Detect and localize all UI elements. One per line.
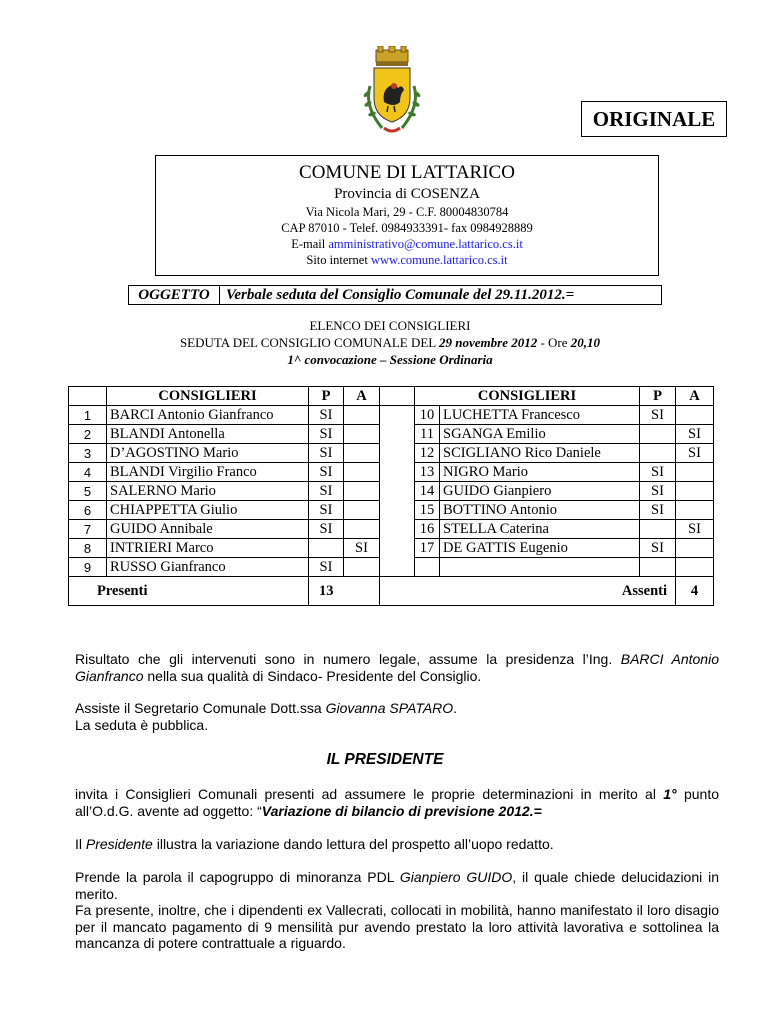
assente-cell <box>344 501 380 520</box>
presente-cell: SI <box>309 520 344 539</box>
municipality-header <box>155 155 659 276</box>
consigliere-name: SALERNO Mario <box>107 482 309 501</box>
col-a-left: A <box>344 387 380 406</box>
assente-cell <box>676 406 714 425</box>
assente-cell: SI <box>676 444 714 463</box>
row-number: 11 <box>415 425 440 444</box>
il-presidente-heading: IL PRESIDENTE <box>326 751 444 768</box>
municipal-crest-emblem <box>356 46 428 138</box>
presente-cell: SI <box>640 406 676 425</box>
email-line <box>156 236 658 252</box>
paragraph-numero-legale: Risultato che gli intervenuti sono in numero legale, assume la presidenza l’Ing. BARCI Antonio Gianfranco nella sua qualità di Sindaco- Presidente del Consiglio. <box>75 651 719 684</box>
presente-cell: SI <box>640 482 676 501</box>
row-number: 5 <box>69 482 107 501</box>
convocazione-line: 1^ convocazione – Sessione Ordinaria <box>287 352 493 367</box>
row-number: 16 <box>415 520 440 539</box>
address-line: Via Nicola Mari, 29 - C.F. 80004830784 <box>305 205 509 219</box>
col-consiglieri-left: CONSIGLIERI <box>107 387 309 406</box>
consigliere-name: DE GATTIS Eugenio <box>440 539 640 558</box>
assenti-label: Assenti <box>380 577 676 606</box>
table-row <box>69 501 714 520</box>
consigliere-name: CHIAPPETTA Giulio <box>107 501 309 520</box>
presente-cell <box>640 425 676 444</box>
table-row <box>69 558 714 577</box>
website-link[interactable]: www.comune.lattarico.cs.it <box>370 253 508 267</box>
presente-cell: SI <box>309 463 344 482</box>
row-number: 9 <box>69 558 107 577</box>
assente-cell <box>676 482 714 501</box>
presente-cell <box>640 520 676 539</box>
row-number: 14 <box>415 482 440 501</box>
paragraph-presidente-illustra: Il Presidente illustra la variazione dando lettura del prospetto all’uopo redatto. <box>75 836 554 852</box>
spacer-cell <box>380 558 415 577</box>
consigliere-name: BOTTINO Antonio <box>440 501 640 520</box>
presente-cell: SI <box>640 539 676 558</box>
row-number: 8 <box>69 539 107 558</box>
consigliere-name: INTRIERI Marco <box>107 539 309 558</box>
assente-cell <box>344 406 380 425</box>
col-p-left: P <box>309 387 344 406</box>
presente-cell: SI <box>309 406 344 425</box>
consiglieri-table <box>68 386 714 606</box>
presente-cell: SI <box>309 482 344 501</box>
table-row <box>69 406 714 425</box>
row-number: 17 <box>415 539 440 558</box>
table-row <box>69 463 714 482</box>
spacer-cell <box>380 425 415 444</box>
consigliere-name: D’AGOSTINO Mario <box>107 444 309 463</box>
assente-cell <box>676 558 714 577</box>
row-number: 1 <box>69 406 107 425</box>
assente-cell <box>344 444 380 463</box>
website-line <box>156 252 658 268</box>
row-number: 6 <box>69 501 107 520</box>
comune-title: COMUNE DI LATTARICO <box>299 162 515 183</box>
row-number: 12 <box>415 444 440 463</box>
consigliere-name: LUCHETTA Francesco <box>440 406 640 425</box>
consigliere-name: SCIGLIANO Rico Daniele <box>440 444 640 463</box>
spacer-cell <box>380 444 415 463</box>
table-row <box>69 425 714 444</box>
table-row <box>69 539 714 558</box>
oggetto-label: OGGETTO <box>129 286 220 304</box>
presente-cell: SI <box>309 444 344 463</box>
table-header-row <box>69 387 714 406</box>
totals-row <box>69 577 714 606</box>
spacer-cell <box>380 539 415 558</box>
consigliere-name: STELLA Caterina <box>440 520 640 539</box>
paragraph-invita: invita i Consiglieri Comunali presenti ad assumere le proprie determinazioni in merito al 1° punto all’O.d.G. avente ad oggetto: “Variazione di bilancio di previsione 2012.= <box>75 786 719 819</box>
assente-cell <box>676 501 714 520</box>
assente-cell: SI <box>344 539 380 558</box>
assente-cell <box>344 482 380 501</box>
elenco-heading <box>100 317 680 368</box>
presente-cell: SI <box>309 501 344 520</box>
cap-phone-line: CAP 87010 - Telef. 0984933391- fax 0984928889 <box>281 221 533 235</box>
row-number: 15 <box>415 501 440 520</box>
col-a-right: A <box>676 387 714 406</box>
table-row <box>69 482 714 501</box>
presente-cell: SI <box>640 501 676 520</box>
row-number: 13 <box>415 463 440 482</box>
seduta-line: SEDUTA DEL CONSIGLIO COMUNALE DEL 29 novembre 2012 - Ore 20,10 <box>179 335 601 350</box>
paragraph-prende-la-parola: Prende la parola il capogruppo di minoranza PDL Gianpiero GUIDO, il quale chiede delucidazioni in merito. Fa presente, inoltre, che i dipendenti ex Vallecrati, collocati in mobilità, hanno manifestato il loro disagio per il mancato pagamento di 9 mensilità pur avendo prestato la loro attività lavorativa e sottolinea la mancanza di potere contrattuale a riguardo. <box>75 869 719 951</box>
email-label: E-mail <box>291 237 329 251</box>
website-label: Sito internet <box>306 253 371 267</box>
assenti-value: 4 <box>676 577 714 606</box>
spacer-cell <box>380 463 415 482</box>
consigliere-name: GUIDO Annibale <box>107 520 309 539</box>
spacer-cell <box>380 501 415 520</box>
presente-cell <box>640 444 676 463</box>
assente-cell <box>344 463 380 482</box>
assente-cell <box>344 425 380 444</box>
assente-cell <box>344 520 380 539</box>
email-link[interactable]: amministrativo@comune.lattarico.cs.it <box>328 237 523 251</box>
assente-cell <box>676 463 714 482</box>
row-number: 7 <box>69 520 107 539</box>
elenco-title: ELENCO DEI CONSIGLIERI <box>309 318 471 333</box>
row-number: 2 <box>69 425 107 444</box>
presenti-value: 13 <box>309 577 380 606</box>
presenti-label: Presenti <box>69 577 309 606</box>
spacer-cell <box>380 520 415 539</box>
consigliere-name: BLANDI Virgilio Franco <box>107 463 309 482</box>
consigliere-name: SGANGA Emilio <box>440 425 640 444</box>
presente-cell: SI <box>309 425 344 444</box>
col-consiglieri-right: CONSIGLIERI <box>415 387 640 406</box>
oggetto-box <box>128 285 662 305</box>
paragraph-segretario: Assiste il Segretario Comunale Dott.ssa Giovanna SPATARO. La seduta è pubblica. <box>75 700 458 733</box>
provincia-line: Provincia di COSENZA <box>334 186 480 202</box>
presente-cell <box>309 539 344 558</box>
presente-cell <box>640 558 676 577</box>
assente-cell: SI <box>676 425 714 444</box>
consigliere-name <box>440 558 640 577</box>
assente-cell <box>344 558 380 577</box>
row-number: 4 <box>69 463 107 482</box>
consigliere-name: BARCI Antonio Gianfranco <box>107 406 309 425</box>
consigliere-name: BLANDI Antonella <box>107 425 309 444</box>
consigliere-name: RUSSO Gianfranco <box>107 558 309 577</box>
table-row <box>69 444 714 463</box>
assente-cell: SI <box>676 520 714 539</box>
col-p-right: P <box>640 387 676 406</box>
assente-cell <box>676 539 714 558</box>
row-number: 10 <box>415 406 440 425</box>
presente-cell: SI <box>309 558 344 577</box>
row-number: 3 <box>69 444 107 463</box>
consigliere-name: GUIDO Gianpiero <box>440 482 640 501</box>
consigliere-name: NIGRO Mario <box>440 463 640 482</box>
spacer-cell <box>380 406 415 425</box>
row-number <box>415 558 440 577</box>
originale-stamp: ORIGINALE <box>581 101 727 137</box>
spacer-cell <box>380 482 415 501</box>
presente-cell: SI <box>640 463 676 482</box>
table-row <box>69 520 714 539</box>
oggetto-value: Verbale seduta del Consiglio Comunale del 29.11.2012.= <box>226 287 575 303</box>
